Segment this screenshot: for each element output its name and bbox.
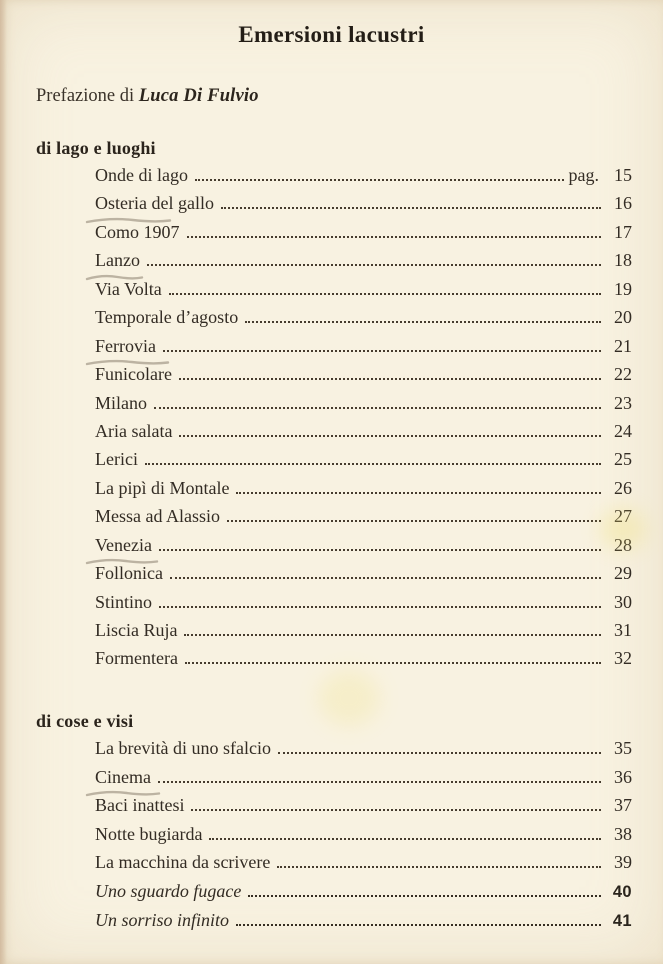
- entry-title: La macchina da scrivere: [95, 852, 271, 873]
- entry-title: Cinema: [95, 766, 151, 787]
- page-number: 37: [614, 795, 632, 816]
- dot-leader: [221, 207, 601, 209]
- toc-entry: [95, 910, 632, 939]
- entry-title: La brevità di uno sfalcio: [95, 738, 271, 758]
- toc-entry: [95, 881, 632, 910]
- page-number: 29: [614, 563, 632, 584]
- toc-entry: [95, 738, 632, 767]
- page-number: 24: [614, 420, 632, 441]
- dot-leader: [191, 809, 601, 811]
- entry-title: Milano: [95, 392, 147, 413]
- dot-leader: [169, 293, 601, 295]
- page-number: 16: [614, 193, 632, 214]
- entry-title: Baci inattesi: [95, 795, 185, 816]
- page-number: 41: [612, 911, 632, 930]
- entry-title: Messa ad Alassio: [95, 506, 220, 527]
- page-number: 35: [614, 738, 632, 758]
- entry-title: Lerici: [95, 449, 138, 470]
- entry-title: Funicolare: [95, 364, 172, 385]
- toc-entry: [95, 795, 632, 824]
- page-left-edge-shadow: [0, 0, 7, 964]
- dot-leader: [277, 866, 601, 868]
- toc-entry: [95, 165, 632, 193]
- entry-title: Venezia: [95, 534, 152, 555]
- section-heading-lago: di lago e luoghi: [36, 138, 156, 158]
- dot-leader: [187, 236, 601, 238]
- page-number: 38: [614, 823, 632, 844]
- page-number: 18: [614, 250, 632, 271]
- page-number: 22: [614, 364, 632, 385]
- entry-title: Aria salata: [95, 420, 173, 441]
- dot-leader: [184, 634, 601, 636]
- preface-prefix: Prefazione di: [36, 86, 139, 106]
- toc-list-lago: [95, 165, 632, 677]
- toc-entry: [95, 478, 632, 506]
- dot-leader: [158, 781, 601, 783]
- entry-title: Liscia Ruja: [95, 620, 178, 640]
- toc-entry: [95, 592, 632, 620]
- preface-line: [36, 86, 259, 107]
- page-number: 27: [614, 506, 632, 527]
- dot-leader: [179, 378, 601, 380]
- dot-leader: [185, 662, 601, 664]
- book-title: Emersioni lacustri: [238, 22, 425, 47]
- page-number: 40: [612, 882, 632, 901]
- page-number: 20: [614, 307, 632, 328]
- page-number: 15: [614, 165, 632, 185]
- dot-leader: [209, 838, 601, 840]
- toc-entry: [95, 506, 632, 534]
- entry-title: Formentera: [95, 648, 178, 669]
- toc-list-cose: [95, 738, 632, 938]
- entry-title: Notte bugiarda: [95, 823, 203, 844]
- page-number: 23: [614, 392, 632, 413]
- toc-entry: [95, 620, 632, 648]
- toc-entry: [95, 307, 632, 335]
- dot-leader: [236, 492, 601, 494]
- toc-entry: [95, 535, 632, 563]
- page-number: 19: [614, 278, 632, 299]
- toc-entry: [95, 767, 632, 796]
- preface-author: Luca Di Fulvio: [138, 86, 259, 106]
- highlight-smudge: [600, 508, 646, 550]
- dot-leader: [159, 606, 601, 608]
- dot-leader: [195, 179, 564, 181]
- page-number: 39: [614, 852, 632, 873]
- page-number: 28: [614, 534, 632, 555]
- page-number: 26: [614, 477, 632, 498]
- entry-title: Un sorriso infinito: [95, 909, 230, 930]
- dot-leader: [154, 407, 601, 409]
- dot-leader: [278, 752, 601, 754]
- toc-entry: [95, 563, 632, 591]
- toc-entry: [95, 393, 632, 421]
- toc-entry: [95, 250, 632, 278]
- toc-entry: [95, 336, 632, 364]
- entry-title: Temporale d’agosto: [95, 307, 239, 328]
- entry-title: Uno sguardo fugace: [95, 880, 242, 901]
- toc-entry: [95, 421, 632, 449]
- page-number: 30: [614, 591, 632, 612]
- entry-title: Ferrovia: [95, 335, 156, 356]
- entry-title: Via Volta: [95, 278, 162, 299]
- page-number: 17: [614, 221, 632, 242]
- page-number: 36: [614, 766, 632, 787]
- toc-entry: [95, 449, 632, 477]
- dot-leader: [159, 549, 601, 551]
- entry-title: Onde di lago: [95, 165, 188, 185]
- page-number: 21: [614, 335, 632, 356]
- entry-title: Osteria del gallo: [95, 193, 214, 214]
- dot-leader: [163, 350, 601, 352]
- dot-leader: [170, 577, 601, 579]
- toc-entry: [95, 222, 632, 250]
- page-label: pag.: [568, 165, 599, 185]
- dot-leader: [236, 924, 601, 926]
- entry-title: Follonica: [95, 563, 163, 584]
- entry-title: Lanzo: [95, 250, 140, 271]
- entry-title: Stintino: [95, 591, 153, 612]
- toc-entry: [95, 193, 632, 221]
- dot-leader: [248, 895, 601, 897]
- page-number: 31: [614, 620, 632, 640]
- toc-entry: [95, 852, 632, 881]
- page-number: 32: [614, 648, 632, 669]
- toc-entry: [95, 824, 632, 853]
- toc-entry: [95, 364, 632, 392]
- entry-title: Como 1907: [95, 221, 180, 242]
- toc-entry: [95, 279, 632, 307]
- dot-leader: [147, 264, 601, 266]
- entry-title: La pipì di Montale: [95, 477, 230, 498]
- dot-leader: [179, 435, 601, 437]
- section-heading-cose: di cose e visi: [36, 711, 134, 731]
- dot-leader: [145, 463, 601, 465]
- highlight-smudge: [318, 670, 380, 726]
- page-number: 25: [614, 449, 632, 470]
- dot-leader: [227, 520, 601, 522]
- dot-leader: [245, 321, 601, 323]
